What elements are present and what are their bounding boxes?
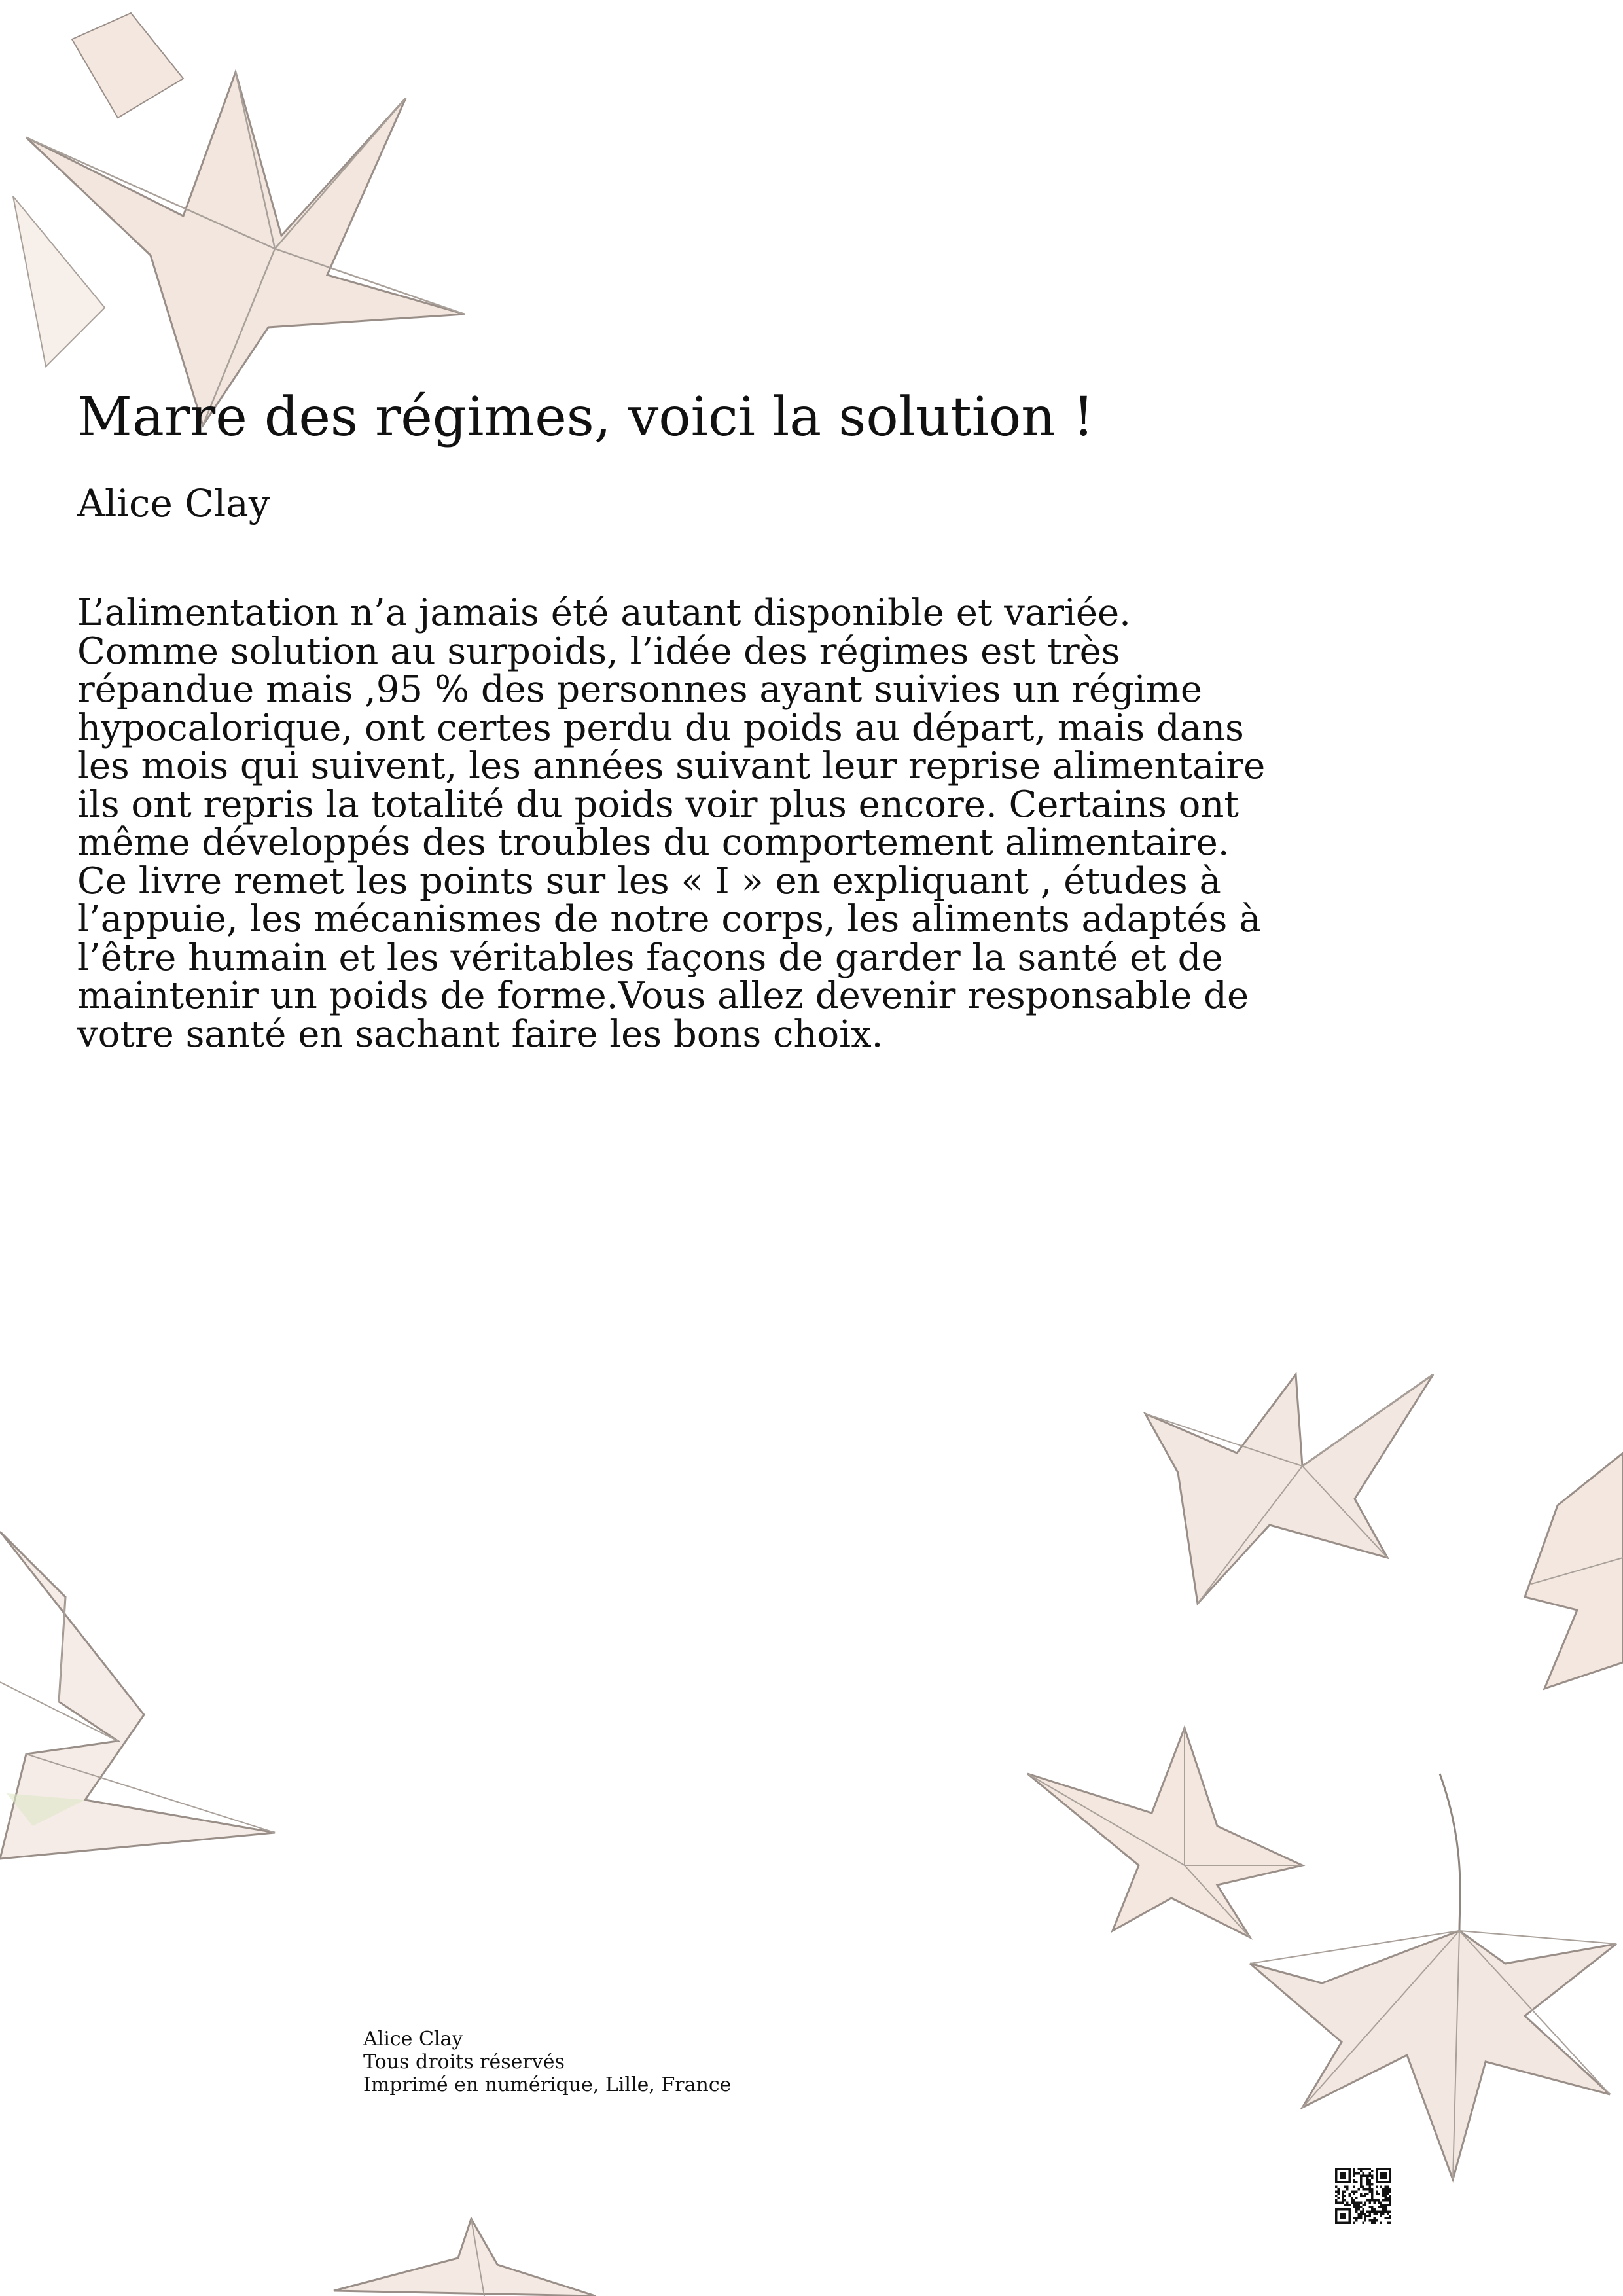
maple-leaf-illustration-bottom-right (1243, 1767, 1623, 2186)
maple-leaf-illustration-right-upper (1139, 1361, 1453, 1636)
book-summary: L’alimentation n’a jamais été autant disponible et variée. Comme solution au surpoids, l’idée des régimes est très répandue mais ,95 % des personnes ayant suivies un régime hypocalorique, ont certes perdu du poids au départ, mais dans les mois qui suivent, les années suivant leur reprise alimentaire ils ont repris la totalité du poids voir plus encore. Certains ont même développés des troubles du comportement alimentaire. Ce livre remet les points sur les « I » en expliquant , études à l’appuie, les mécanismes de notre corps, les aliments adaptés à l’être humain et les véritables façons de garder la santé et de maintenir un poids de forme.Vous allez devenir responsable de votre santé en sachant faire les bons choix. (77, 592, 1266, 1056)
maple-leaf-illustration-right-edge (1518, 1427, 1623, 1702)
maple-leaf-illustration-bottom-center (327, 2212, 602, 2296)
maple-leaf-illustration-left-lower (0, 1518, 301, 1885)
qr-code (1335, 2168, 1391, 2224)
book-title: Marre des régimes, voici la solution ! (77, 386, 1095, 448)
colophon-printing: Imprimé en numérique, Lille, France (363, 2073, 732, 2096)
colophon-rights: Tous droits réservés (363, 2051, 565, 2073)
colophon (363, 2028, 731, 2096)
colophon-author: Alice Clay (363, 2028, 463, 2051)
book-author: Alice Clay (77, 481, 270, 526)
